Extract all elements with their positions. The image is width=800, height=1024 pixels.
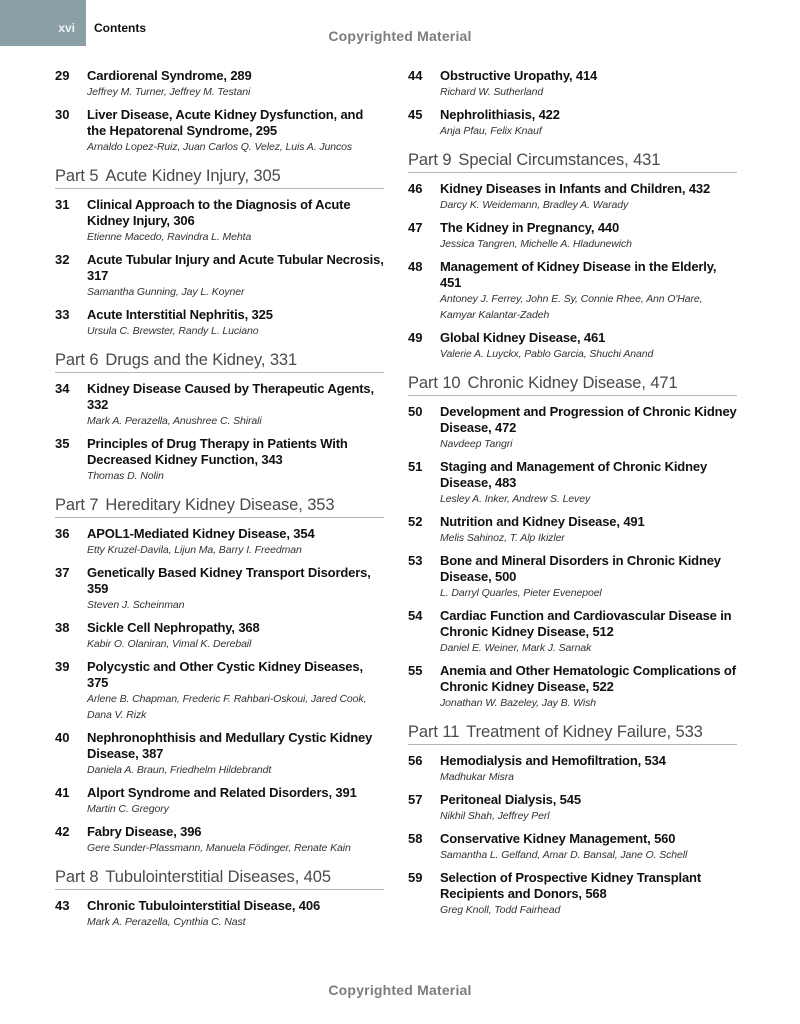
chapter-authors: Etty Kruzel-Davila, Lijun Ma, Barry I. Freedman [87, 544, 302, 556]
chapter-title: Peritoneal Dialysis, 545 [440, 792, 581, 807]
chapter-title: Anemia and Other Hematologic Complications of Chronic Kidney Disease, 522 [440, 663, 736, 694]
toc-column-left [55, 68, 385, 937]
toc-entry[interactable] [55, 526, 385, 558]
chapter-authors: Arnaldo Lopez-Ruiz, Juan Carlos Q. Velez, Luis A. Juncos [87, 141, 353, 153]
chapter-number: 46 [408, 181, 423, 196]
chapter-number: 37 [55, 565, 70, 580]
toc-entry[interactable] [408, 404, 738, 452]
toc-entry[interactable] [408, 870, 738, 918]
chapter-authors: Steven J. Scheinman [87, 599, 185, 611]
chapter-title: Acute Interstitial Nephritis, 325 [87, 307, 273, 322]
chapter-title: Clinical Approach to the Diagnosis of Acute Kidney Injury, 306 [87, 197, 351, 228]
chapter-number: 39 [55, 659, 70, 674]
chapter-authors: Greg Knoll, Todd Fairhead [440, 904, 561, 916]
toc-entry[interactable] [408, 514, 738, 546]
chapter-number: 52 [408, 514, 423, 529]
part-label: Part 10 [408, 374, 461, 392]
toc-entry[interactable] [408, 608, 738, 656]
part-title: Treatment of Kidney Failure, 533 [466, 723, 703, 741]
chapter-number: 47 [408, 220, 423, 235]
chapter-authors: Richard W. Sutherland [440, 86, 544, 98]
chapter-authors: Melis Sahinoz, T. Alp Ikizler [440, 532, 565, 544]
part-heading-text [55, 350, 384, 370]
part-heading[interactable] [55, 350, 384, 373]
part-label: Part 7 [55, 496, 99, 514]
chapter-title: Bone and Mineral Disorders in Chronic Kidney Disease, 500 [440, 553, 721, 584]
toc-entry[interactable] [55, 381, 385, 429]
toc-entry[interactable] [408, 330, 738, 362]
part-heading[interactable] [408, 150, 737, 173]
page-number: xvi [58, 21, 75, 35]
chapter-authors: Valerie A. Luyckx, Pablo Garcia, Shuchi Anand [440, 348, 654, 360]
chapter-title: Cardiac Function and Cardiovascular Disease in Chronic Kidney Disease, 512 [440, 608, 732, 639]
part-title: Hereditary Kidney Disease, 353 [105, 496, 335, 514]
toc-entry[interactable] [55, 898, 385, 930]
part-label: Part 5 [55, 167, 99, 185]
toc-entry[interactable] [408, 220, 738, 252]
part-heading[interactable] [408, 722, 737, 745]
chapter-authors: Jonathan W. Bazeley, Jay B. Wish [440, 697, 597, 709]
part-label: Part 11 [408, 723, 460, 741]
chapter-title: Global Kidney Disease, 461 [440, 330, 606, 345]
chapter-title: Alport Syndrome and Related Disorders, 391 [87, 785, 357, 800]
chapter-title: The Kidney in Pregnancy, 440 [440, 220, 620, 235]
chapter-number: 32 [55, 252, 70, 267]
chapter-authors: Anja Pfau, Felix Knauf [440, 125, 542, 137]
part-label: Part 6 [55, 351, 99, 369]
chapter-number: 55 [408, 663, 423, 678]
chapter-title: Management of Kidney Disease in the Elderly, 451 [440, 259, 717, 290]
chapter-title: Kidney Diseases in Infants and Children, 432 [440, 181, 711, 196]
chapter-title: Hemodialysis and Hemofiltration, 534 [440, 753, 666, 768]
chapter-authors: Etienne Macedo, Ravindra L. Mehta [87, 231, 252, 243]
toc-entry[interactable] [408, 663, 738, 711]
part-title: Chronic Kidney Disease, 471 [467, 374, 678, 392]
part-heading-text [408, 722, 737, 742]
chapter-title: Kidney Disease Caused by Therapeutic Agents, 332 [87, 381, 374, 412]
chapter-number: 50 [408, 404, 423, 419]
chapter-number: 51 [408, 459, 423, 474]
chapter-title: Nutrition and Kidney Disease, 491 [440, 514, 645, 529]
toc-entry[interactable] [408, 107, 738, 139]
toc-entry[interactable] [408, 68, 738, 100]
chapter-authors: Thomas D. Nolin [87, 470, 164, 482]
chapter-number: 30 [55, 107, 70, 122]
chapter-title: Nephronophthisis and Medullary Cystic Kidney Disease, 387 [87, 730, 373, 761]
part-title: Special Circumstances, 431 [458, 151, 661, 169]
part-heading[interactable] [55, 495, 384, 518]
chapter-authors: Mark A. Perazella, Anushree C. Shirali [87, 415, 262, 427]
chapter-title: Selection of Prospective Kidney Transplant Recipients and Donors, 568 [440, 870, 701, 901]
part-heading-text [55, 867, 384, 887]
toc-entry[interactable] [55, 620, 385, 652]
chapter-authors: Arlene B. Chapman, Frederic F. Rahbari-Oskoui, Jared Cook, Dana V. Rizk [87, 693, 367, 721]
chapter-number: 45 [408, 107, 423, 122]
chapter-title: Conservative Kidney Management, 560 [440, 831, 676, 846]
chapter-authors: Jessica Tangren, Michelle A. Hladunewich [440, 238, 632, 250]
chapter-title: Development and Progression of Chronic Kidney Disease, 472 [440, 404, 737, 435]
part-heading-text [55, 495, 384, 515]
toc-entry[interactable] [408, 831, 738, 863]
chapter-title: Nephrolithiasis, 422 [440, 107, 560, 122]
toc-entry[interactable] [408, 259, 738, 323]
toc-entry[interactable] [55, 252, 385, 300]
part-title: Tubulointerstitial Diseases, 405 [105, 868, 331, 886]
chapter-number: 34 [55, 381, 70, 396]
chapter-number: 31 [55, 197, 70, 212]
watermark-top: Copyrighted Material [328, 28, 472, 44]
toc-entry[interactable] [408, 553, 738, 601]
chapter-number: 41 [55, 785, 70, 800]
part-heading[interactable] [408, 373, 737, 396]
chapter-authors: Madhukar Misra [440, 771, 514, 783]
chapter-number: 33 [55, 307, 70, 322]
part-title: Drugs and the Kidney, 331 [105, 351, 298, 369]
chapter-number: 43 [55, 898, 70, 913]
chapter-authors: Samantha L. Gelfand, Amar D. Bansal, Jane O. Schell [440, 849, 688, 861]
chapter-title: Obstructive Uropathy, 414 [440, 68, 598, 83]
chapter-authors: Nikhil Shah, Jeffrey Perl [440, 810, 550, 822]
toc-entry[interactable] [55, 824, 385, 856]
chapter-number: 40 [55, 730, 70, 745]
chapter-number: 56 [408, 753, 423, 768]
part-label: Part 9 [408, 151, 452, 169]
chapter-title: Sickle Cell Nephropathy, 368 [87, 620, 260, 635]
chapter-title: Principles of Drug Therapy in Patients With Decreased Kidney Function, 343 [87, 436, 348, 467]
chapter-authors: Martin C. Gregory [87, 803, 169, 815]
toc-entry[interactable] [55, 436, 385, 484]
chapter-authors: Jeffrey M. Turner, Jeffrey M. Testani [87, 86, 251, 98]
chapter-authors: Darcy K. Weidemann, Bradley A. Warady [440, 199, 629, 211]
chapter-number: 44 [408, 68, 423, 83]
toc-entry[interactable] [408, 753, 738, 785]
part-label: Part 8 [55, 868, 99, 886]
toc-entry[interactable] [408, 181, 738, 213]
chapter-number: 42 [55, 824, 70, 839]
chapter-number: 57 [408, 792, 423, 807]
chapter-number: 54 [408, 608, 423, 623]
chapter-authors: Gere Sunder-Plassmann, Manuela Födinger, Renate Kain [87, 842, 351, 854]
chapter-authors: Mark A. Perazella, Cynthia C. Nast [87, 916, 246, 928]
chapter-number: 36 [55, 526, 70, 541]
part-heading[interactable] [55, 166, 384, 189]
chapter-title: Chronic Tubulointerstitial Disease, 406 [87, 898, 321, 913]
chapter-number: 35 [55, 436, 70, 451]
chapter-authors: L. Darryl Quarles, Pieter Evenepoel [440, 587, 602, 599]
toc-entry[interactable] [408, 792, 738, 824]
chapter-authors: Ursula C. Brewster, Randy L. Luciano [87, 325, 259, 337]
toc-entry[interactable] [55, 107, 385, 155]
toc-entry[interactable] [408, 459, 738, 507]
chapter-title: Acute Tubular Injury and Acute Tubular Necrosis, 317 [87, 252, 384, 283]
chapter-title: Polycystic and Other Cystic Kidney Diseases, 375 [87, 659, 363, 690]
watermark-bottom: Copyrighted Material [328, 982, 472, 998]
chapter-number: 49 [408, 330, 423, 345]
chapter-number: 48 [408, 259, 423, 274]
part-heading-text [408, 373, 737, 393]
toc-entry[interactable] [55, 659, 385, 723]
chapter-authors: Antoney J. Ferrey, John E. Sy, Connie Rhee, Ann O'Hare, Kamyar Kalantar-Zadeh [440, 293, 703, 321]
running-head: Contents [94, 21, 146, 35]
chapter-title: Liver Disease, Acute Kidney Dysfunction, and the Hepatorenal Syndrome, 295 [87, 107, 364, 138]
toc-column-right [408, 68, 738, 925]
chapter-number: 53 [408, 553, 423, 568]
chapter-authors: Daniela A. Braun, Friedhelm Hildebrandt [87, 764, 272, 776]
chapter-authors: Samantha Gunning, Jay L. Koyner [87, 286, 245, 298]
chapter-title: Genetically Based Kidney Transport Disorders, 359 [87, 565, 371, 596]
part-title: Acute Kidney Injury, 305 [105, 167, 281, 185]
toc-entry[interactable] [55, 565, 385, 613]
toc-entry[interactable] [55, 197, 385, 245]
part-heading-text [408, 150, 737, 170]
chapter-authors: Navdeep Tangri [440, 438, 513, 450]
chapter-number: 29 [55, 68, 70, 83]
chapter-authors: Kabir O. Olaniran, Vimal K. Derebail [87, 638, 252, 650]
chapter-title: Fabry Disease, 396 [87, 824, 202, 839]
chapter-title: Staging and Management of Chronic Kidney Disease, 483 [440, 459, 708, 490]
toc-entry[interactable] [55, 730, 385, 778]
chapter-title: APOL1-Mediated Kidney Disease, 354 [87, 526, 315, 541]
chapter-number: 59 [408, 870, 423, 885]
chapter-authors: Lesley A. Inker, Andrew S. Levey [440, 493, 591, 505]
chapter-number: 38 [55, 620, 70, 635]
toc-entry[interactable] [55, 307, 385, 339]
chapter-title: Cardiorenal Syndrome, 289 [87, 68, 252, 83]
chapter-authors: Daniel E. Weiner, Mark J. Sarnak [440, 642, 592, 654]
toc-entry[interactable] [55, 68, 385, 100]
chapter-number: 58 [408, 831, 423, 846]
part-heading-text [55, 166, 384, 186]
part-heading[interactable] [55, 867, 384, 890]
toc-entry[interactable] [55, 785, 385, 817]
